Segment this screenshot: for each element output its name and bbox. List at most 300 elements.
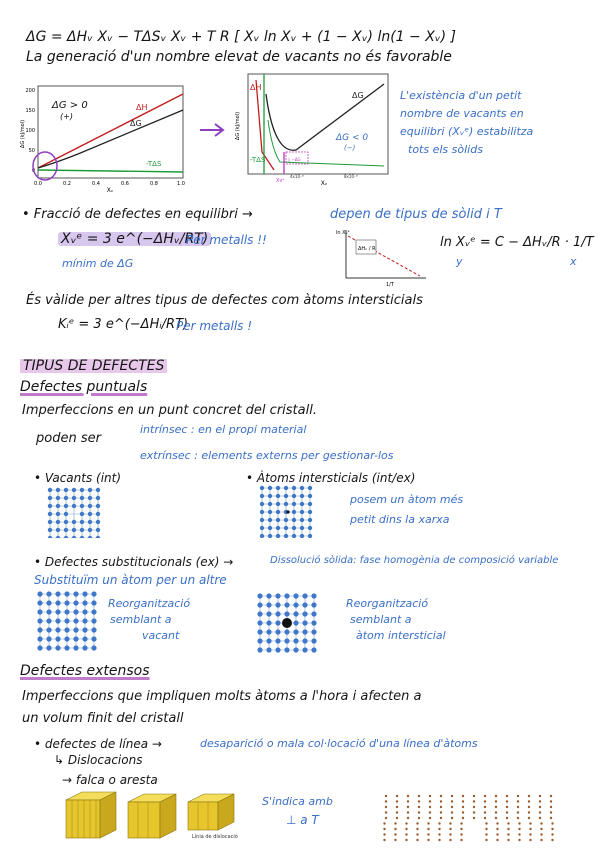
edge-atom <box>385 795 387 797</box>
lattice-atom <box>55 636 60 641</box>
lattice-atom <box>300 526 304 530</box>
edge-atom <box>451 795 453 797</box>
edge-atom <box>517 800 519 802</box>
edge-atom <box>518 822 520 824</box>
edge-atom <box>550 800 552 802</box>
lattice-atom <box>55 627 60 632</box>
lattice-atom <box>64 520 68 524</box>
edge-atom <box>429 806 431 808</box>
lattice-atom <box>292 502 296 506</box>
per-metalls: Per metalls !! <box>186 233 267 247</box>
ln-plot <box>334 226 430 288</box>
lattice-atom <box>80 488 84 492</box>
lattice-vacant <box>46 486 102 538</box>
right-tick-b: 8x10⁻⁸ <box>344 174 358 179</box>
lattice-atom <box>46 600 51 605</box>
edge-atom <box>551 839 553 841</box>
edge-atom <box>460 822 462 824</box>
lattice-atom <box>300 518 304 522</box>
lattice-atom <box>266 611 271 616</box>
edge-atom <box>496 822 498 824</box>
lattice-atom <box>73 609 78 614</box>
lattice-atom <box>268 502 272 506</box>
lattice-atom <box>64 627 69 632</box>
edge-atom <box>506 795 508 797</box>
edge-atom <box>550 811 552 813</box>
lattice-atom <box>293 620 298 625</box>
atoms-inter: • Àtoms intersticials (int/ex) <box>246 471 416 485</box>
lattice-atom <box>82 609 87 614</box>
lattice-atom <box>82 618 87 623</box>
lattice-atom <box>276 534 280 538</box>
edge-atom <box>451 800 453 802</box>
edge-atom <box>429 817 431 819</box>
lattice-atom <box>72 504 76 508</box>
lattice-atom <box>276 518 280 522</box>
edge-atom <box>462 811 464 813</box>
lattice-atom <box>308 502 312 506</box>
lattice-atom <box>64 600 69 605</box>
lattice-atom <box>56 488 60 492</box>
right-ylabel: ΔG (kJ/mol) <box>235 111 241 141</box>
edge-atom <box>485 839 487 841</box>
lattice-atom <box>284 486 288 490</box>
lattice-atom <box>260 502 264 506</box>
lattice-atom <box>257 602 262 607</box>
edge-atom <box>407 806 409 808</box>
block-1 <box>66 792 116 838</box>
ytick-5: 0 <box>31 168 35 174</box>
edge-atom <box>485 833 487 835</box>
lattice-atom <box>55 609 60 614</box>
lattice-atom <box>284 593 289 598</box>
lattice-atom <box>300 486 304 490</box>
lattice-atom <box>48 488 52 492</box>
ln-x: x <box>570 255 577 268</box>
edge-atom <box>416 822 418 824</box>
vacants: • Vacants (int) <box>34 471 122 485</box>
lattice-atom <box>276 526 280 530</box>
lattice-atom <box>96 512 100 516</box>
edge-atom <box>418 795 420 797</box>
edge-atom <box>462 817 464 819</box>
ln-y: y <box>456 255 463 268</box>
edge-atom <box>449 828 451 830</box>
edge-atom <box>517 811 519 813</box>
lattice-atom <box>284 602 289 607</box>
posem-1: posem un àtom més <box>350 493 464 506</box>
lattice-atom <box>268 486 272 490</box>
edge-atom <box>394 828 396 830</box>
lattice-atom <box>88 528 92 532</box>
lattice-atom <box>300 494 304 498</box>
edge-atom <box>416 828 418 830</box>
lattice-atom <box>82 627 87 632</box>
edge-atom <box>429 811 431 813</box>
ki-formula: Kᵢᵉ = 3 e^(−ΔHᵢ/RT) <box>58 317 189 332</box>
lattice-atom <box>91 636 96 641</box>
edge-atom <box>407 800 409 802</box>
lattice-atom <box>91 645 96 650</box>
lattice-atom <box>88 512 92 516</box>
lattice-atom <box>275 647 280 652</box>
edge-atom <box>528 795 530 797</box>
ytick-3: 100 <box>25 128 35 134</box>
lattice-atom <box>37 627 42 632</box>
lattice-atom <box>284 647 289 652</box>
lattice-interstitial <box>258 484 314 538</box>
edge-atom <box>473 806 475 808</box>
lattice-atom <box>293 602 298 607</box>
edge-atom <box>529 828 531 830</box>
lattice-atom <box>257 629 262 634</box>
edge-atom <box>539 811 541 813</box>
edge-atom <box>405 828 407 830</box>
lattice-atom <box>48 536 52 538</box>
lattice-atom <box>64 496 68 500</box>
block-2 <box>128 794 176 838</box>
edge-atom <box>451 817 453 819</box>
edge-atom <box>540 833 542 835</box>
edge-atom <box>427 828 429 830</box>
sindica-1: S'indica amb <box>262 795 333 808</box>
lattice-atom <box>88 496 92 500</box>
lattice-atom <box>73 600 78 605</box>
lattice-atom <box>308 534 312 538</box>
lattice-atom <box>56 520 60 524</box>
lattice-atom <box>292 494 296 498</box>
lattice-atom <box>302 629 307 634</box>
edge-atom <box>550 817 552 819</box>
edge-atom <box>496 828 498 830</box>
lattice-atom <box>308 510 312 514</box>
xtick-5: 0.8 <box>150 181 158 187</box>
arrow-icon <box>198 120 228 140</box>
lattice-atom <box>72 496 76 500</box>
edge-atom <box>529 839 531 841</box>
lattice-atom <box>300 510 304 514</box>
reorg2-3: àtom intersticial <box>356 629 446 642</box>
lattice-atom <box>96 536 100 538</box>
lattice-atom <box>266 647 271 652</box>
edge-atom <box>495 806 497 808</box>
edge-atom <box>449 822 451 824</box>
edge-atom <box>385 806 387 808</box>
xtick-3: 0.4 <box>92 181 100 187</box>
edge-atom <box>440 806 442 808</box>
reorg2-2: semblant a <box>350 613 412 626</box>
lattice-atom <box>266 620 271 625</box>
edge-atom <box>427 839 429 841</box>
edge-atom <box>496 839 498 841</box>
edge-atom <box>507 839 509 841</box>
lattice-atom <box>56 512 60 516</box>
frac-dep: depen de tipus de sòlid i T <box>330 207 502 222</box>
left-label-dH: ΔH <box>136 103 148 112</box>
edge-atom <box>451 811 453 813</box>
lattice-atom <box>91 627 96 632</box>
lattice-atom <box>64 488 68 492</box>
lattice-atom <box>64 512 68 516</box>
dislocacions: ↳ Dislocacions <box>54 753 143 767</box>
edge-atom <box>407 817 409 819</box>
lattice-atom <box>311 593 316 598</box>
edge-atom <box>506 817 508 819</box>
edge-atom <box>396 795 398 797</box>
edge-atom <box>528 811 530 813</box>
lattice-atom <box>257 647 262 652</box>
right-mark: ▯ −ΔG <box>288 157 301 162</box>
left-note-2: (+) <box>60 112 73 121</box>
edge-atom <box>462 806 464 808</box>
ytick-2: 150 <box>25 108 35 114</box>
lattice-atom <box>302 602 307 607</box>
defect-atom <box>65 619 69 623</box>
edge-atom <box>550 795 552 797</box>
edge-atom <box>539 817 541 819</box>
lattice-atom <box>88 504 92 508</box>
lattice-atom <box>300 534 304 538</box>
dissolucio: Dissolució sòlida: fase homogènia de composició variable <box>270 555 559 566</box>
lattice-atom <box>56 504 60 508</box>
lattice-atom <box>284 534 288 538</box>
lattice-atom <box>46 618 51 623</box>
xtick-4: 0.6 <box>121 181 129 187</box>
lattice-atom <box>284 518 288 522</box>
lattice-subst-big <box>256 592 320 656</box>
lattice-atom <box>275 611 280 616</box>
edge-atom <box>405 839 407 841</box>
heading-extensos: Defectes extensos <box>20 663 150 679</box>
lattice-atom <box>302 593 307 598</box>
lattice-atom <box>284 629 289 634</box>
reorg1-2: semblant a <box>110 613 172 626</box>
lattice-atom <box>311 602 316 607</box>
valid-line: És vàlide per altres tipus de defectes com àtoms intersticials <box>26 293 423 308</box>
reorg1-3: vacant <box>142 629 180 642</box>
lattice-atom <box>257 611 262 616</box>
edge-atom <box>518 828 520 830</box>
lattice-atom <box>64 645 69 650</box>
gibbs-plot-left <box>18 82 188 194</box>
edge-atom <box>551 822 553 824</box>
lattice-atom <box>46 591 51 596</box>
lattice-atom <box>80 512 84 516</box>
lattice-atom <box>293 647 298 652</box>
edge-atom <box>495 800 497 802</box>
lattice-atom <box>308 526 312 530</box>
lattice-atom <box>292 534 296 538</box>
lattice-atom <box>64 528 68 532</box>
edge-atom <box>551 828 553 830</box>
lattice-atom <box>266 638 271 643</box>
lattice-atom <box>88 520 92 524</box>
edge-atom <box>484 811 486 813</box>
edge-atom <box>407 795 409 797</box>
edge-atom <box>418 811 420 813</box>
side-note-3: equilibri (Xᵥᵉ) estabilitza <box>400 125 534 138</box>
lattice-atom <box>91 600 96 605</box>
edge-atom <box>418 817 420 819</box>
edge-atom <box>427 833 429 835</box>
lattice-atom <box>268 526 272 530</box>
edge-atom <box>405 822 407 824</box>
lattice-atom <box>55 600 60 605</box>
lattice-atom <box>260 494 264 498</box>
lattice-atom <box>88 536 92 538</box>
ln-xlabel: 1/T <box>386 282 394 288</box>
lattice-atom <box>311 611 316 616</box>
lattice-atom <box>293 638 298 643</box>
ytick-4: 50 <box>28 148 35 154</box>
left-xlabel: Xᵥ <box>106 187 114 194</box>
lattice-atom <box>260 486 264 490</box>
lattice-atom <box>260 534 264 538</box>
lattice-atom <box>48 512 52 516</box>
edge-atom <box>484 795 486 797</box>
edge-atom <box>427 822 429 824</box>
lattice-atom <box>46 636 51 641</box>
lattice-atom <box>266 629 271 634</box>
lattice-atom <box>37 600 42 605</box>
lattice-atom <box>308 486 312 490</box>
lattice-atom <box>311 647 316 652</box>
edge-atom <box>383 822 385 824</box>
ytick-1: 200 <box>25 88 35 94</box>
edge-atom <box>518 839 520 841</box>
lattice-atom <box>96 528 100 532</box>
edge-atom <box>484 806 486 808</box>
left-ylabel: ΔG (kJ/mol) <box>20 119 26 149</box>
substituim: Substituïm un àtom per un altre <box>34 573 227 587</box>
lattice-atom <box>72 488 76 492</box>
lattice-atom <box>293 629 298 634</box>
lattice-atom <box>80 504 84 508</box>
lattice-atom <box>48 496 52 500</box>
edge-atom <box>539 795 541 797</box>
edge-atom <box>385 800 387 802</box>
right-tick-a: 4x10⁻⁸ <box>290 174 304 179</box>
desaparicio: desaparició o mala col·locació d'una línea d'àtoms <box>200 737 478 750</box>
edge-atom <box>416 839 418 841</box>
lattice-atom <box>292 486 296 490</box>
lattice-atom <box>293 593 298 598</box>
edge-atom <box>416 833 418 835</box>
sindica-2: ⊥ a T <box>286 813 319 827</box>
edge-atom <box>539 806 541 808</box>
edge-atom <box>396 817 398 819</box>
lattice-atom <box>37 618 42 623</box>
lattice-subst-small <box>36 590 100 654</box>
lattice-atom <box>80 496 84 500</box>
dislocation-blocks <box>62 790 252 842</box>
right-label-TdS: -TΔS <box>250 156 266 164</box>
lattice-atom <box>292 518 296 522</box>
edge-atom <box>385 811 387 813</box>
lattice-atom <box>48 520 52 524</box>
lattice-atom <box>266 593 271 598</box>
lattice-atom <box>46 609 51 614</box>
lattice-atom <box>257 620 262 625</box>
poden-ser: poden ser <box>36 431 101 446</box>
lattice-atom <box>275 629 280 634</box>
per-metalls-2: Per metalls ! <box>176 319 253 333</box>
edge-atom <box>462 800 464 802</box>
edge-atom <box>528 817 530 819</box>
edge-atom <box>449 839 451 841</box>
lattice-atom <box>37 636 42 641</box>
right-label-dG: ΔG <box>352 91 364 100</box>
edge-atom <box>418 806 420 808</box>
lattice-atom <box>96 496 100 500</box>
ext-line-2: un volum finit del cristall <box>22 711 184 726</box>
edge-atom <box>495 795 497 797</box>
lattice-atom <box>82 600 87 605</box>
edge-atom <box>485 822 487 824</box>
edge-atom <box>438 839 440 841</box>
edge-atom <box>517 806 519 808</box>
edge-atom <box>438 828 440 830</box>
linia: • defectes de línea → <box>34 737 162 751</box>
lattice-atom <box>48 504 52 508</box>
edge-atom <box>449 833 451 835</box>
left-label-TdS: -TΔS <box>146 160 162 168</box>
lattice-atom <box>268 534 272 538</box>
edge-atom <box>440 811 442 813</box>
edge-atom <box>473 817 475 819</box>
edge-atom <box>485 828 487 830</box>
edge-atom <box>396 806 398 808</box>
edge-atom <box>396 811 398 813</box>
right-xlabel: Xᵥ <box>320 180 328 187</box>
left-label-dG: ΔG <box>130 119 142 128</box>
lattice-atom <box>46 627 51 632</box>
xtick-1: 0.0 <box>34 181 42 187</box>
lattice-atom <box>80 520 84 524</box>
edge-atom <box>383 839 385 841</box>
lattice-atom <box>276 502 280 506</box>
edge-atom <box>507 833 509 835</box>
lattice-atom <box>308 494 312 498</box>
lattice-atom <box>311 629 316 634</box>
lattice-atom <box>311 620 316 625</box>
lattice-atom <box>293 611 298 616</box>
lattice-atom <box>48 528 52 532</box>
gibbs-formula: ΔG = ΔHᵥ Xᵥ − TΔSᵥ Xᵥ + T R [ Xᵥ ln Xᵥ + (1 − Xᵥ) ln(1 − Xᵥ) ] <box>26 29 457 45</box>
lattice-atom <box>268 510 272 514</box>
lattice-atom <box>37 591 42 596</box>
lattice-atom <box>72 536 76 538</box>
edge-atom <box>551 833 553 835</box>
edge-atom <box>517 817 519 819</box>
lattice-atom <box>64 504 68 508</box>
lattice-atom <box>308 518 312 522</box>
right-xv: Xvᵉ <box>276 178 285 184</box>
lattice-atom <box>73 636 78 641</box>
lattice-atom <box>64 636 69 641</box>
lattice-atom <box>275 620 280 625</box>
heading-tipus: TIPUS DE DEFECTES <box>20 359 167 373</box>
xtick-6: 1.0 <box>177 181 185 187</box>
lattice-atom <box>56 496 60 500</box>
reorg1-1: Reorganització <box>108 597 191 610</box>
edge-atom <box>473 811 475 813</box>
edge-atom <box>396 800 398 802</box>
block-3 <box>188 794 234 830</box>
edge-atom <box>495 817 497 819</box>
lattice-atom <box>268 518 272 522</box>
lattice-atom <box>292 510 296 514</box>
